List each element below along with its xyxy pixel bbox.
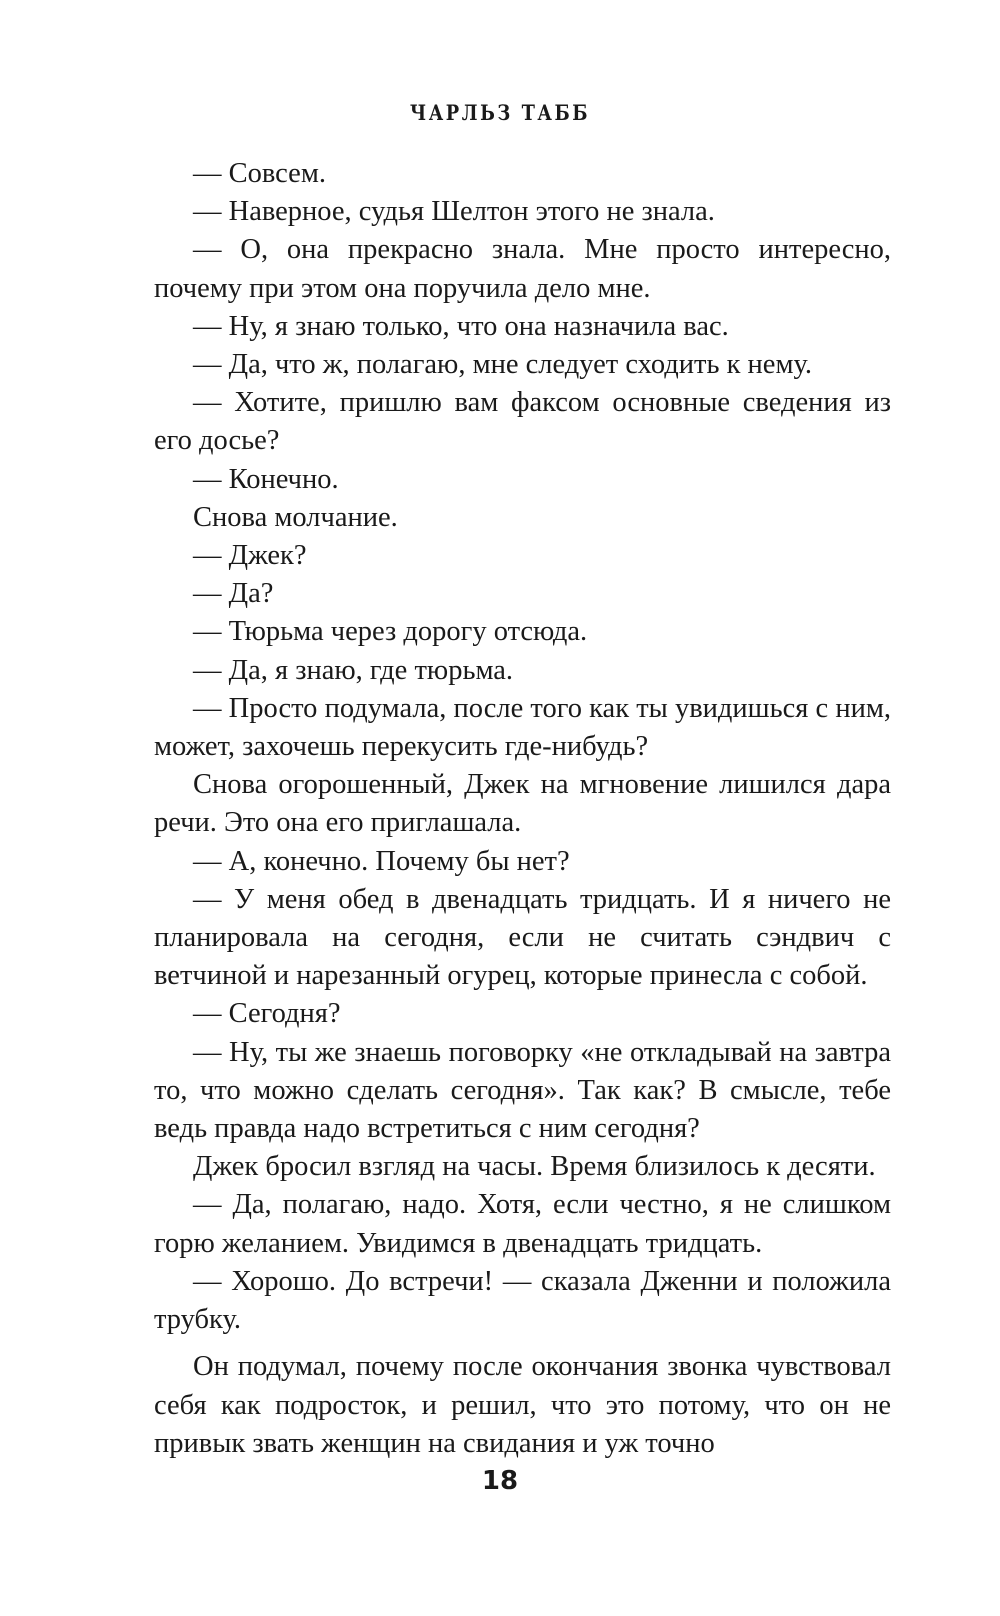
paragraph: — Просто подумала, после того как ты увидишься с ним, может, захочешь перекусить где-нибудь? — [154, 692, 891, 763]
paragraph: — Да? — [193, 578, 274, 610]
paragraph: — О, она прекрасно знала. Мне просто интересно, почему при этом она поручила дело мне. — [154, 234, 891, 304]
paragraph: Джек бросил взгляд на часы. Время близилось к десяти. — [193, 1151, 876, 1183]
paragraph: Снова молчание. — [193, 501, 398, 533]
paragraph: — Тюрьма через дорогу отсюда. — [193, 616, 588, 648]
body-text — [154, 155, 891, 1463]
paragraph: Он подумал, почему после окончания звонка чувствовал себя как подросток, и решил, что это потому, что он не привык звать женщин на свидания и уж точно — [154, 1351, 891, 1459]
paragraph: — Да, полагаю, надо. Хотя, если честно, я не слишком горю желанием. Увидимся в двенадцать тридцать. — [154, 1189, 891, 1259]
paragraph: — Ну, ты же знаешь поговорку «не откладывай на завтра то, что можно сделать сегодня». Так как? В смысле, тебе ведь правда надо встретиться с ним сегодня? — [154, 1036, 891, 1145]
paragraph: — Хотите, пришлю вам факсом основные сведения из его досье? — [154, 387, 891, 457]
paragraph: — Совсем. — [193, 158, 326, 189]
paragraph: — А, конечно. Почему бы нет? — [193, 845, 570, 877]
paragraph: — Джек? — [193, 540, 307, 572]
paragraph: Снова огорошенный, Джек на мгновение лишился дара речи. Это она его приглашала. — [154, 769, 891, 839]
paragraph: — Да, я знаю, где тюрьма. — [193, 654, 514, 686]
paragraph: — Сегодня? — [193, 998, 341, 1030]
page-number: 18 — [481, 1466, 519, 1496]
paragraph: — Ну, я знаю только, что она назначила вас. — [193, 310, 729, 342]
running-head: ЧАРЛЬЗ ТАББ — [409, 100, 591, 125]
paragraph: — У меня обед в двенадцать тридцать. И я ничего не планировала на сегодня, если не считать сэндвич с ветчиной и нарезанный огурец, которые принесла с собой. — [154, 883, 891, 992]
paragraph: — Наверное, судья Шелтон этого не знала. — [193, 196, 715, 228]
paragraph: — Да, что ж, полагаю, мне следует сходить к нему. — [193, 349, 813, 381]
paragraph: — Хорошо. До встречи! — сказала Дженни и положила трубку. — [154, 1265, 891, 1336]
paragraph: — Конечно. — [193, 463, 339, 495]
